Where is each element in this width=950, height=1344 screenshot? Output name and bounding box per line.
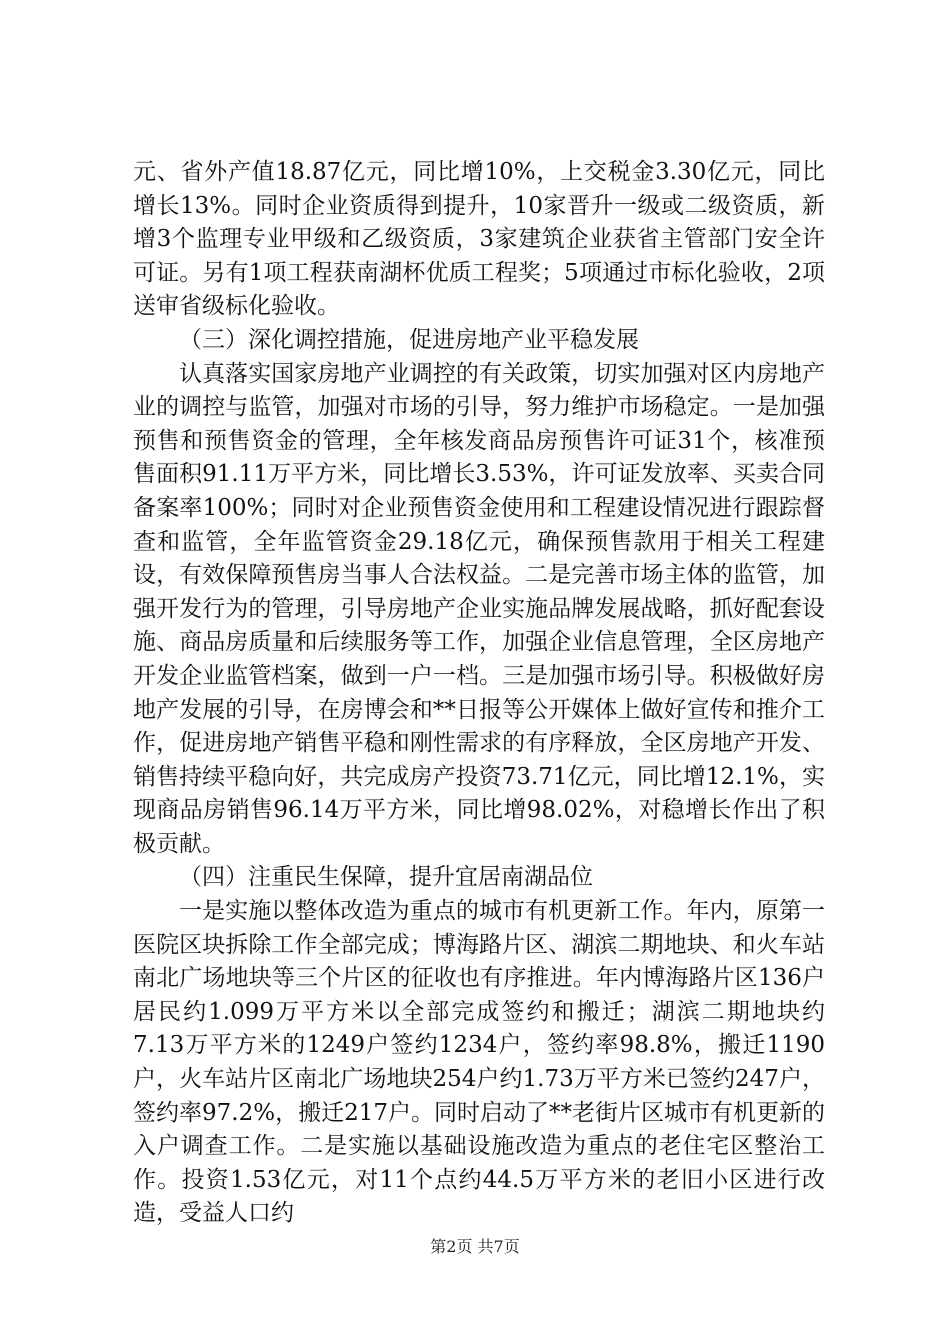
document-body (133, 156, 825, 1231)
paragraph-livelihood: 一是实施以整体改造为重点的城市有机更新工作。年内，原第一医院区块拆除工作全部完成；博海路片区、湖滨二期地块、和火车站南北广场地块等三个片区的征收也有序推进。年内博海路片区136户居民约1.099万平方米以全部完成签约和搬迁；湖滨二期地块约7.13万平方米的1249户签约1234户，签约率98.8%，搬迁1190户，火车站片区南北广场地块254户约1.73万平方米已签约247户，签约率97.2%，搬迁217户。同时启动了**老街片区城市有机更新的入户调查工作。二是实施以基础设施改造为重点的老住宅区整治工作。投资1.53亿元，对11个点约44.5万平方米的老旧小区进行改造，受益人口约 (133, 898, 825, 1227)
paragraph-real-estate: 认真落实国家房地产业调控的有关政策，切实加强对区内房地产业的调控与监管，加强对市场的引导，努力维护市场稳定。一是加强预售和预售资金的管理，全年核发商品房预售许可证31个，核准预售面积91.11万平方米，同比增长3.53%，许可证发放率、买卖合同备案率100%；同时对企业预售资金使用和工程建设情况进行跟踪督查和监管，全年监管资金29.18亿元，确保预售款用于相关工程建设，有效保障预售房当事人合法权益。二是完善市场主体的监管，加强开发行为的管理，引导房地产企业实施品牌发展战略，抓好配套设施、商品房质量和后续服务等工作，加强企业信息管理，全区房地产开发企业监管档案，做到一户一档。三是加强市场引导。积极做好房地产发展的引导，在房博会和**日报等公开媒体上做好宣传和推介工作，促进房地产销售平稳和刚性需求的有序释放，全区房地产开发、销售持续平稳向好，共完成房产投资73.71亿元，同比增12.1%，实现商品房销售96.14万平方米，同比增98.02%，对稳增长作出了积极贡献。 (133, 360, 825, 857)
page-footer: 第2页 共7页 (430, 1237, 520, 1256)
section-heading-3: （三）深化调控措施，促进房地产业平稳发展 (179, 326, 639, 353)
section-heading-4: （四）注重民生保障，提升宜居南湖品位 (179, 864, 593, 891)
paragraph-continued: 元、省外产值18.87亿元，同比增10%，上交税金3.30亿元，同比增长13%。同时企业资质得到提升，10家晋升一级或二级资质，新增3个监理专业甲级和乙级资质，3家建筑企业获省主管部门安全许可证。另有1项工程获南湖杯优质工程奖；5项通过市标化验收，2项送审省级标化验收。 (133, 159, 825, 320)
